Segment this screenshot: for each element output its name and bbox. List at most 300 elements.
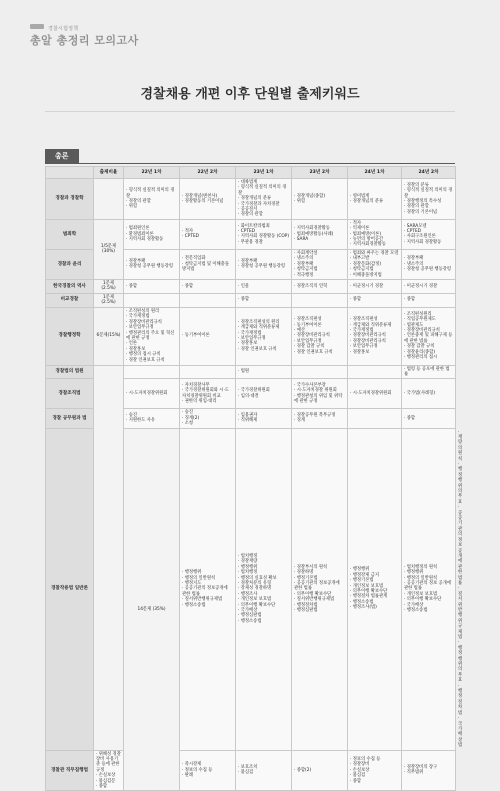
- keyword-item: · 사회구조원인론: [404, 234, 453, 239]
- keyword-item: · 권한의 위임·대리: [182, 399, 233, 404]
- keyword-cell: [236, 219, 292, 249]
- rate-cell: 14문제 (35%): [124, 428, 180, 791]
- keyword-item: · 행정행위: [238, 565, 289, 570]
- keyword-item: · 손실보상: [350, 768, 399, 773]
- keyword-item: · 경찰 감찰 규칙: [294, 344, 345, 349]
- column-header: 24년 2차: [402, 167, 456, 179]
- keyword-item: · 미군정시기 경찰: [404, 284, 453, 289]
- keyword-item: · 보안업무규정: [294, 339, 345, 344]
- table-body: [46, 179, 463, 791]
- keyword-item: · 행정행위: [404, 570, 453, 575]
- keyword-item: · 행정소송법: [404, 608, 453, 613]
- keyword-item: · 행정소송법: [350, 600, 399, 605]
- keyword-cell: [348, 428, 402, 750]
- keyword-item: · 소청: [182, 421, 233, 426]
- keyword-cell: [180, 365, 236, 379]
- keyword-cell: [180, 428, 236, 750]
- keyword-item: · 조직편성원리: [404, 312, 453, 317]
- keyword-item: · 경찰장비관리규칙: [404, 328, 453, 333]
- keyword-item: · CPTED: [404, 229, 453, 234]
- keyword-item: · 경찰장비관리규칙: [126, 320, 177, 325]
- keyword-item: · 경찰개념의 분류: [238, 196, 289, 201]
- keyword-cell: [236, 409, 292, 428]
- keyword-item: · 종합: [404, 297, 453, 302]
- keyword-item: · 직위해제: [238, 418, 289, 423]
- keyword-item: · 경찰청 공무원 행동강령: [126, 264, 177, 269]
- keyword-cell: [236, 179, 292, 220]
- keyword-item: · 징계: [294, 418, 345, 423]
- keyword-cell: [180, 219, 236, 249]
- table-row: [46, 179, 456, 220]
- category-cell: 경찰작용법 일반론: [46, 428, 94, 750]
- keyword-item: · 승진: [126, 413, 177, 418]
- category-cell: 경찰과 윤리: [46, 249, 94, 279]
- keyword-item: · 지역사회경찰활동: [350, 242, 399, 247]
- keyword-item: · 경찰 감찰 규칙: [404, 344, 453, 349]
- category-cell: 비교경찰: [46, 293, 94, 307]
- keyword-item: · 정보의 수집 등: [350, 757, 399, 762]
- keyword-item: · 대륙법계: [238, 180, 289, 185]
- keyword-item: · 국가재정법: [126, 314, 177, 319]
- keyword-item: · 행정의 접시 규칙: [126, 352, 177, 357]
- keyword-item: · 억제이론: [350, 226, 399, 231]
- keyword-cell: [124, 219, 180, 249]
- table-row: [46, 365, 456, 379]
- keyword-item: · 경찰의 관할: [238, 212, 289, 217]
- keyword-cell: [348, 279, 402, 293]
- keyword-item: · 판례: [182, 773, 233, 778]
- keyword-item: · 공공기관의 정보공개에 관한 법률: [294, 581, 345, 592]
- keyword-item: · 국가법(사례형): [404, 391, 453, 396]
- keyword-cell: [292, 750, 348, 791]
- keyword-item: · 청탁금지법: [350, 267, 399, 272]
- keyword-cell: [348, 249, 402, 279]
- column-header: 22년 2차: [180, 167, 236, 179]
- keyword-item: · 국가경찰위원회: [238, 388, 289, 393]
- keyword-cell: [402, 279, 456, 293]
- keyword-item: · 경찰부패: [404, 256, 453, 261]
- keyword-item: · 경찰처분의 유형: [238, 581, 289, 586]
- keyword-cell: [292, 293, 348, 307]
- table-row: [46, 293, 456, 307]
- keyword-item: · 언론: [126, 341, 177, 346]
- keyword-cell: [348, 219, 402, 249]
- keyword-item: · 경찰윤리(종합): [404, 350, 453, 355]
- keyword-item: · 경찰장비의 장구: [404, 765, 453, 770]
- keyword-item: · 경찰조직편성의 원리: [238, 320, 289, 325]
- keyword-item: · 형식적 실질적 의미의 경찰: [126, 188, 177, 199]
- keyword-item: · 불심검문: [96, 779, 121, 784]
- keyword-item: · 경찰장비관리규칙: [350, 339, 399, 344]
- keyword-item: · 개인정보 보호법: [350, 584, 399, 589]
- brand-logo-icon: [30, 24, 44, 29]
- keyword-cell: [292, 365, 348, 379]
- keyword-item: · 경찰의 관할: [404, 204, 453, 209]
- keyword-item: · 경찰부패: [294, 262, 345, 267]
- keyword-item: · 불심검: [350, 773, 399, 778]
- keyword-cell: [124, 379, 180, 409]
- keyword-item: · 경찰장비관리규칙: [294, 333, 345, 338]
- keyword-cell: [180, 307, 236, 365]
- category-cell: 경찰조직법: [46, 379, 94, 409]
- keyword-item: · 동기부여이론: [294, 323, 345, 328]
- keyword-item: · 위험: [294, 199, 345, 204]
- rate-cell: [94, 365, 124, 750]
- keyword-item: · 공공기관의 정보 공개에 관한 법률: [404, 581, 453, 592]
- table-row: [46, 279, 456, 293]
- keyword-cell: [402, 379, 456, 409]
- keyword-cell: [236, 365, 292, 379]
- rate-cell: 1/5문제 (30%): [94, 219, 124, 279]
- column-header: 22년 1차: [124, 167, 180, 179]
- keyword-item: · 경찰청 공무원 행동강령: [238, 264, 289, 269]
- keyword-cell: [402, 409, 456, 428]
- keyword-cell: [180, 179, 236, 220]
- keyword-cell: [402, 249, 456, 279]
- keyword-item: · 국가경찰위원회와 시·도자치경찰위원회 비교: [182, 388, 233, 399]
- keyword-item: · 냉소주의: [404, 262, 453, 267]
- keyword-item: · 행정행위: [350, 567, 399, 572]
- keyword-item: · 예산: [294, 328, 345, 333]
- keyword-item: · 경찰개념의 분류: [350, 199, 399, 204]
- keyword-cell: [348, 379, 402, 409]
- keyword-item: · 행정의 일반원칙: [182, 576, 233, 581]
- keyword-item: · 경찰홍보: [126, 347, 177, 352]
- keyword-cell: [236, 428, 292, 750]
- keyword-item: · 경찰조직의 연혁: [294, 284, 345, 289]
- keyword-item: · 행정심판법: [238, 613, 289, 618]
- keyword-cell: [402, 365, 456, 379]
- keyword-item: · 경찰공무원 복무규정: [294, 413, 345, 418]
- keyword-item: · 사회계약설: [294, 251, 345, 256]
- rate-cell: 1문제(2.5%): [94, 279, 124, 293]
- keyword-cell: [402, 219, 456, 249]
- keyword-cell: [124, 179, 180, 220]
- keyword-item: · 종합: [96, 784, 121, 789]
- keyword-item: · 법치행정: [238, 570, 289, 575]
- keyword-item: · 의무이행 확보수단: [238, 603, 289, 608]
- category-cell: 경찰법의 법원: [46, 365, 94, 379]
- keyword-item: · 행정절차 법률관계: [350, 594, 399, 599]
- column-header: 23년 1차: [236, 167, 292, 179]
- category-cell: 경찰 공무원과 법: [46, 409, 94, 428]
- keyword-cell: [236, 379, 292, 409]
- brand-subtitle: 경찰시험정책: [48, 26, 79, 32]
- page-title: 경찰채용 개편 이후 단원별 출제키워드: [140, 87, 360, 102]
- keyword-cell: [236, 279, 292, 293]
- keyword-cell: [348, 750, 402, 791]
- keyword-item: · 동기부여이론: [182, 333, 233, 338]
- keyword-item: · 행정관청의 위임 및 위탁에 관한 규정: [294, 394, 345, 405]
- category-cell: 경찰과 경찰학: [46, 179, 94, 220]
- keyword-item: · 무관용 경찰: [238, 240, 289, 245]
- keyword-cell: [124, 293, 180, 307]
- keyword-item: · 범죄예방활동(사례): [294, 232, 345, 237]
- keyword-item: · 경찰 인권보호 규칙: [238, 347, 289, 352]
- section-tab: 총론: [45, 149, 79, 163]
- keyword-cell: [236, 307, 292, 365]
- keyword-item: · 임용권자: [238, 413, 289, 418]
- keyword-item: · 종합: [350, 297, 399, 302]
- keyword-item: · 위험: [126, 204, 177, 209]
- keyword-item: · 경찰장비관리규칙: [350, 333, 399, 338]
- keyword-item: · 의무이행 확보수단: [350, 589, 399, 594]
- keyword-item: · 계급제와 직위분류제: [350, 323, 399, 328]
- keyword-item: · 국가배상: [238, 608, 289, 613]
- keyword-item: · 국가수사본부장: [294, 383, 345, 388]
- keyword-item: · 이해충돌방지법: [350, 273, 399, 278]
- keyword-table-container: [45, 166, 463, 789]
- keyword-cell: [292, 428, 348, 750]
- keyword-cell: [402, 307, 456, 365]
- keyword-item: · 청탁금지법 및 이해충돌 방지법: [182, 262, 233, 273]
- keyword-item: · SARA모델: [404, 224, 453, 229]
- keyword-item: · 언론중재 및 피해구제 등에 관한 법률: [404, 333, 453, 344]
- keyword-cell: [402, 750, 456, 791]
- table-row: [46, 750, 456, 791]
- keyword-cell: [180, 293, 236, 307]
- keyword-item: · 보호조치: [238, 765, 289, 770]
- keyword-item: · 인물: [238, 284, 289, 289]
- keyword-item: · 적자: [182, 229, 233, 234]
- keyword-cell: [180, 279, 236, 293]
- keyword-item: · 종합: [350, 779, 399, 784]
- keyword-item: · 경찰홍보: [238, 341, 289, 346]
- keyword-cell: [124, 365, 180, 379]
- keyword-item: · 개인정보 보호법: [404, 592, 453, 597]
- keyword-cell: [124, 249, 180, 279]
- keyword-item: · 정보의 수집 등: [182, 768, 233, 773]
- keyword-item: · 행정절차법: [294, 603, 345, 608]
- keyword-item: · 경찰행정의 특수성: [404, 199, 453, 204]
- column-header: [46, 167, 94, 179]
- keyword-item: · 임의·대결: [238, 394, 289, 399]
- keyword-item: · 행정기본법: [294, 576, 345, 581]
- keyword-cell: [292, 179, 348, 220]
- section-divider: [45, 163, 455, 164]
- keyword-item: · 경찰 인권보호 규칙: [294, 350, 345, 355]
- keyword-item: · 종합: [238, 297, 289, 302]
- keyword-item: · 경찰문화(감정): [350, 262, 399, 267]
- keyword-item: · 경찰하명: [294, 570, 345, 575]
- section-header: [45, 143, 455, 164]
- keyword-item: · 행정강제 금지: [350, 573, 399, 578]
- keyword-item: · 법치행정의 원칙: [404, 565, 453, 570]
- keyword-item: · 의무이행 확보수단: [404, 597, 453, 602]
- keyword-item: · 의무이행 확보수단: [294, 592, 345, 597]
- keyword-cell: [180, 409, 236, 428]
- category-cell: 한국경찰의 역사: [46, 279, 94, 293]
- keyword-item: · 종합: [404, 416, 453, 421]
- page-header: [0, 0, 500, 80]
- keyword-item: · 보안업무규정: [350, 344, 399, 349]
- keyword-item: · 시·도자치경찰위원회: [126, 391, 177, 396]
- rate-cell: [94, 179, 124, 220]
- keyword-item: · 경찰의 기본이념: [404, 210, 453, 215]
- keyword-item: · 경찰부패: [238, 259, 289, 264]
- keyword-cell: [292, 249, 348, 279]
- keyword-item: · 행정관리의 접시: [404, 355, 453, 360]
- column-header: 출제비율: [94, 167, 124, 179]
- keyword-item: · 경찰부서의 원칙: [294, 565, 345, 570]
- keyword-cell: [292, 279, 348, 293]
- keyword-item: · 종합: [182, 284, 233, 289]
- keyword-cell: [402, 428, 456, 750]
- keyword-item: · 범죄와 싸우는 경찰 모델: [350, 251, 399, 256]
- keyword-item: · 경찰의 관할: [126, 199, 177, 204]
- keyword-item: · 국가재정법: [350, 328, 399, 333]
- keyword-item: · 질서위반행위규제법: [182, 597, 233, 602]
- keyword-item: · SARA: [294, 237, 345, 242]
- keyword-item: · 경찰부패: [126, 259, 177, 264]
- keyword-item: · 보안업무규정: [238, 336, 289, 341]
- column-header: 24년 1차: [348, 167, 402, 179]
- keyword-item: · 지원한도 사유: [126, 418, 177, 423]
- keyword-item: · 전문직업화: [182, 256, 233, 261]
- keyword-item: · CPTED: [238, 229, 289, 234]
- keyword-item: · 행정기본법: [350, 578, 399, 583]
- keyword-table: [45, 166, 463, 791]
- keyword-item: · 행정의 일반원칙: [404, 576, 453, 581]
- keyword-item: · 조직편성의 원리: [126, 309, 177, 314]
- keyword-item: · 시·도자치경찰위원회: [350, 391, 399, 396]
- keyword-item: · 개인정보 보호법: [238, 597, 289, 602]
- keyword-item: · 뉴먼의 방어공간: [350, 237, 399, 242]
- keyword-item: · 경찰청 공무원 행동강령: [404, 267, 453, 272]
- keyword-cell: [180, 249, 236, 279]
- keyword-item: · 경찰재량: [238, 559, 289, 564]
- table-header-row: [46, 167, 456, 179]
- keyword-item: · 영미법계: [350, 194, 399, 199]
- rate-cell: 1문제(2.5%): [94, 293, 124, 307]
- keyword-item: · 행정소송법: [182, 603, 233, 608]
- keyword-item: · 지역사회경찰활동: [294, 226, 345, 231]
- keyword-item: · 강제성 경찰하명: [238, 586, 289, 591]
- keyword-item: · 법령 등 공포에 관한 법률: [404, 367, 453, 378]
- keyword-item: · 질서위반행위규제법: [294, 597, 345, 602]
- keyword-cell: [236, 293, 292, 307]
- keyword-item: · 손실보상: [96, 773, 121, 778]
- keyword-item: · 지역사회 경찰활동: [126, 237, 177, 242]
- keyword-item: · 경찰장비: [350, 762, 399, 767]
- keyword-item: · 국가경찰과 자치경찰: [238, 202, 289, 207]
- keyword-item: · 보안업무규정: [126, 325, 177, 330]
- keyword-cell: [402, 179, 456, 220]
- keyword-item: · 환경범죄이론: [126, 232, 177, 237]
- keyword-item: · 경찰조직편성: [294, 317, 345, 322]
- brand-title: 총알 총정리 모의고사: [30, 34, 139, 47]
- keyword-item: · 국가재정법: [238, 331, 289, 336]
- keyword-cell: [348, 365, 402, 379]
- keyword-item: · 행정심판법: [294, 608, 345, 613]
- keyword-cell: [94, 750, 124, 791]
- keyword-item: · 직업공무원제도: [404, 317, 453, 322]
- table-row: [46, 219, 456, 249]
- category-cell: 경찰관 직무집행법: [46, 750, 94, 791]
- keyword-cell: [124, 279, 180, 293]
- keyword-cell: [348, 293, 402, 307]
- keyword-item: · 공공기관의 정보공개에 관한 법률: [182, 586, 233, 597]
- column-header: 23년 2차: [292, 167, 348, 179]
- keyword-item: · 적극행정: [294, 273, 345, 278]
- keyword-item: · 엽관제도: [404, 323, 453, 328]
- keyword-item: · 미군정시기 경찰: [350, 284, 399, 289]
- keyword-item: · 형식적 실질적 의미의 경찰: [404, 188, 453, 199]
- category-cell: 범죄학: [46, 219, 94, 249]
- keyword-item: · 경찰의 분류: [404, 183, 453, 188]
- keyword-item: · 화이트칼라범죄: [238, 224, 289, 229]
- title-divider: [45, 111, 455, 112]
- rate-cell: 6문제(15%): [94, 307, 124, 365]
- keyword-item: · 직무범위: [404, 770, 453, 775]
- keyword-item: · 경찰 인권보호 규칙: [126, 358, 177, 363]
- keyword-item: · 국가배상: [404, 603, 453, 608]
- keyword-item: · 불심검: [238, 770, 289, 775]
- keyword-item: · 법원: [238, 369, 289, 374]
- keyword-item: · 냉소주의: [294, 256, 345, 261]
- table-row: [46, 307, 456, 365]
- keyword-item: · 행정지도: [182, 581, 233, 586]
- keyword-item: · 내부고발: [350, 256, 399, 261]
- keyword-item: · 즉시강제: [182, 762, 233, 767]
- keyword-cell: [236, 750, 292, 791]
- keyword-cell: [124, 307, 180, 365]
- keyword-item: · 범죄예방(이론): [350, 232, 399, 237]
- keyword-item: · 위해성 경찰장비 사용기준 등에 관한 규정: [96, 752, 121, 774]
- keyword-item: · 시·도자치경찰 위원회: [294, 388, 345, 393]
- table-row: 경찰작용법 일반론 14문제 (35%) · 행정행위 · 행정의 일반원칙 · 행정지도 · 공공기관의 정보공개에 관한 법률 · 질서위반행위규제법 · 행정소송법 · 법치행정 · 경찰재량 · 행정행위 · 법치행정 · 행정의 실효성 확보 · 경찰처분의 유형 · 강제성 경찰하명 · 행정조사 · 개인정보 보호법 · 의무이행 확보수단 · 국가배상 · 행정심판법 · 행정소송법 · 경찰부서의 원칙 · 경찰하명 · 행정기본법 · 공공기관의 정보공개에 관한 법률 · 의무이행 확보수단 · 질서위반행위규제법 · 행정절차법 · 행정심판법 · 행정행위 · 행정강제 금지 · 행정기본법 · 개인정보 보호법 · 의무이행 확보수단 · 행정절차 법률관계 · 행정소송법 · 행정조사(법) · 법치행정의 원칙 · 행정행위 · 행정의 일반원칙 · 공공기관의 정보 공개에 관한 법률 · 개인정보 보호법 · 의무이행 확보수단 · 국가배상 · 행정소송법 재량의 원칙 행정행위의 무효 공공기관의 정보공개에 관한 법률 질서위반행위규제법 행정행위의 무효 행정절차법 국가배상법: [46, 428, 456, 750]
- keyword-item: · 행정행위: [182, 570, 233, 575]
- keyword-item: · CPTED: [182, 234, 233, 239]
- keyword-item: · 범죄원인론: [126, 226, 177, 231]
- keyword-item: · 법치행정: [238, 554, 289, 559]
- keyword-item: · 행정관리의 주요 및 혁신에 관한 규정: [126, 331, 177, 342]
- keyword-cell: [236, 249, 292, 279]
- keyword-item: · 행정소송법: [238, 619, 289, 624]
- keyword-item: · 경찰홍보: [350, 350, 399, 355]
- keyword-item: · 행정조사: [238, 592, 289, 597]
- keyword-item: · 종합: [126, 284, 177, 289]
- keyword-item: · 청탁금지법: [294, 267, 345, 272]
- keyword-item: · 행정조사(법): [350, 605, 399, 610]
- keyword-cell: [180, 750, 236, 791]
- keyword-cell: [348, 179, 402, 220]
- keyword-item: · 행정의 실효성 확보: [238, 576, 289, 581]
- keyword-item: · 경찰활동의 기본이념: [182, 199, 233, 204]
- keyword-cell: [348, 307, 402, 365]
- keyword-item: · 경찰개념(변천사): [182, 194, 233, 199]
- keyword-item: · 징계(2): [182, 416, 233, 421]
- keyword-cell: [292, 409, 348, 428]
- keyword-cell: [348, 409, 402, 428]
- keyword-item: · 경찰조직편성: [350, 317, 399, 322]
- category-cell: 경찰행정학: [46, 307, 94, 365]
- keyword-cell: [292, 307, 348, 365]
- keyword-cell: [180, 379, 236, 409]
- keyword-item: · 계급제와 직위분류제: [238, 325, 289, 330]
- keyword-item: · 경찰개념(종합): [294, 194, 345, 199]
- keyword-item: · 적자: [350, 221, 399, 226]
- keyword-cell: [402, 293, 456, 307]
- keyword-item: · 승진: [182, 410, 233, 415]
- keyword-item: · 공공질서: [238, 207, 289, 212]
- keyword-item: · 지역사회 경찰활동: [404, 240, 453, 245]
- keyword-cell: [292, 219, 348, 249]
- keyword-cell: [292, 379, 348, 409]
- keyword-item: · 종합(2): [294, 768, 345, 773]
- keyword-item: · 자치경찰사무: [182, 383, 233, 388]
- keyword-item: · 형식적 실질적 의미의 경찰: [238, 185, 289, 196]
